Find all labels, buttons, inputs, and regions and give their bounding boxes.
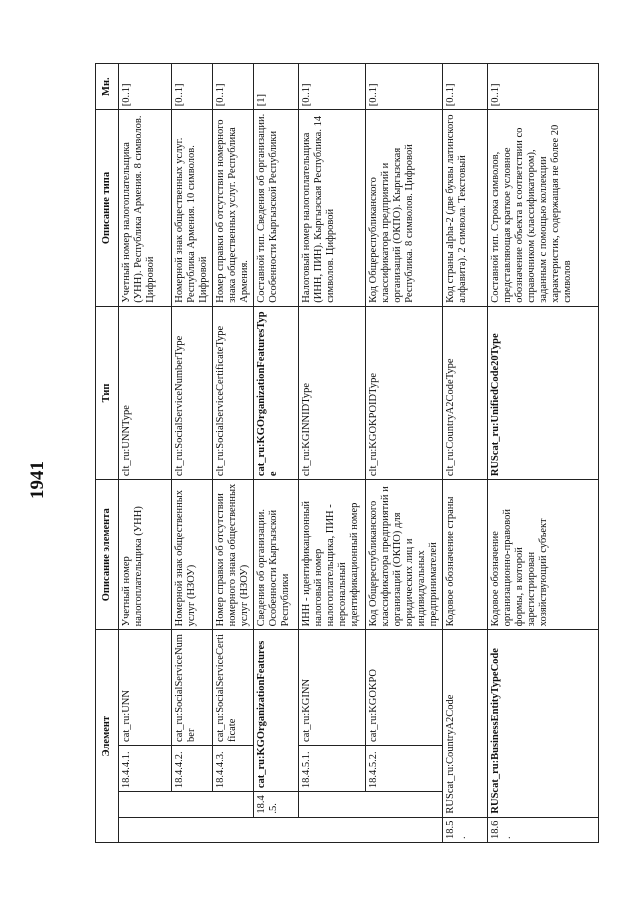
type-name: RUScat_ru:UnifiedCode20Type: [488, 306, 599, 479]
element-name: RUScat_ru:CountryA2Code: [443, 630, 488, 817]
indent-cell: [299, 792, 443, 817]
rotated-table-wrapper: [95, 63, 640, 843]
row-number: 18.5.: [443, 817, 488, 842]
multiplicity: [0..1]: [366, 64, 443, 110]
type-description: Учетный номер налогоплательщика (УНН). Республика Армения. 8 символов. Цифровой: [119, 110, 172, 306]
header-type-description: Описание типа: [96, 110, 119, 306]
element-description: Кодовое обозначение страны: [443, 480, 488, 630]
element-description: Номерной знак общественных услуг (НЗОУ): [172, 480, 213, 630]
header-description: Описание элемента: [96, 480, 119, 630]
table-row: [299, 64, 366, 843]
table-header-row: [96, 64, 119, 843]
type-name: clt_ru:KGINNIDType: [299, 306, 366, 479]
element-name: cat_ru:UNN: [119, 630, 172, 746]
multiplicity: [1]: [254, 64, 299, 110]
type-name: clt_ru:SocialServiceNumberType: [172, 306, 213, 479]
type-name: clt_ru:UNNType: [119, 306, 172, 479]
multiplicity: [0..1]: [299, 64, 366, 110]
table-row: [488, 64, 599, 843]
type-description: Код страны alpha-2 (две буквы латинского алфавита). 2 символа. Текстовый: [443, 110, 488, 306]
header-multiplicity: Мн.: [96, 64, 119, 110]
table-row: [213, 64, 254, 843]
row-number: 18.4.4.3.: [213, 745, 254, 791]
page-number: 1941: [27, 461, 48, 499]
element-description: Кодовое обозначение организационно-правовой формы, в которой зарегистрирован хозяйствующий субъект: [488, 480, 599, 630]
row-number: 18.4.5.2.: [366, 745, 443, 791]
type-description: Номер справки об отсутствии номерного знака общественных услуг. Республика Армения.: [213, 110, 254, 306]
table-row: [172, 64, 213, 843]
element-name: cat_ru:KGOrganizationFeatures: [254, 630, 299, 792]
row-number: 18.4.4.1.: [119, 745, 172, 791]
element-description: Учетный номер налогоплательщика (УНН): [119, 480, 172, 630]
type-name: cat_ru:KGOrganizationFeaturesType: [254, 306, 299, 479]
row-number: 18.6.: [488, 817, 599, 842]
element-description: Сведения об организации. Особенности Кыргызской Республики: [254, 480, 299, 630]
indent-cell: [119, 792, 254, 817]
type-description: Налоговый номер налогоплательщика (ИНН, ПИН). Кыргызская Республика. 14 символов. Цифровой: [299, 110, 366, 306]
row-number: 18.4.5.1.: [299, 745, 366, 791]
element-table: [95, 63, 599, 843]
table-row: [366, 64, 443, 843]
type-description: Номерной знак общественных услуг. Республика Армения. 10 символов. Цифровой: [172, 110, 213, 306]
multiplicity: [0..1]: [172, 64, 213, 110]
element-description: Код Общереспубликанского классификатора предприятий и организаций (ОКПО) для юридических лиц и индивидуальных предпринимателей: [366, 480, 443, 630]
type-description: Составной тип. Сведения об организации. Особенности Кыргызской Республики: [254, 110, 299, 306]
multiplicity: [0..1]: [213, 64, 254, 110]
type-name: clt_ru:SocialServiceCertificateType: [213, 306, 254, 479]
element-name: cat_ru:KGOKPO: [366, 630, 443, 746]
row-number: 18.4.4.2.: [172, 745, 213, 791]
multiplicity: [0..1]: [119, 64, 172, 110]
table-row: [119, 64, 172, 843]
table-row: [443, 64, 488, 843]
element-description: Номер справки об отсутствии номерного знака общественных услуг (НЗОУ): [213, 480, 254, 630]
indent-cell: [119, 817, 443, 842]
type-description: Составной тип. Строка символов, представляющая краткое условное обозначение объекта в соответствии со справочником (классификатором), заданным с помощью коллекции характеристик, содержащая не более 20 символов: [488, 110, 599, 306]
row-number: 18.4.5.: [254, 792, 299, 817]
element-name: cat_ru:SocialServiceCertificate: [213, 630, 254, 746]
multiplicity: [0..1]: [443, 64, 488, 110]
element-name: cat_ru:SocialServiceNumber: [172, 630, 213, 746]
element-description: ИНН - идентификационный налоговый номер налогоплательщика, ПИН - персональный идентификационный номер: [299, 480, 366, 630]
type-name: clt_ru:CountryA2CodeType: [443, 306, 488, 479]
header-type: Тип: [96, 306, 119, 479]
type-name: clt_ru:KGOKPOIDType: [366, 306, 443, 479]
multiplicity: [0..1]: [488, 64, 599, 110]
table-row: [254, 64, 299, 843]
type-description: Код Общереспубликанского классификатора предприятий и организаций (ОКПО). Кыргызская Республика. 8 символов. Цифровой: [366, 110, 443, 306]
element-name: RUScat_ru:BusinessEntityTypeCode: [488, 630, 599, 817]
element-name: cat_ru:KGINN: [299, 630, 366, 746]
header-element: Элемент: [96, 630, 119, 843]
